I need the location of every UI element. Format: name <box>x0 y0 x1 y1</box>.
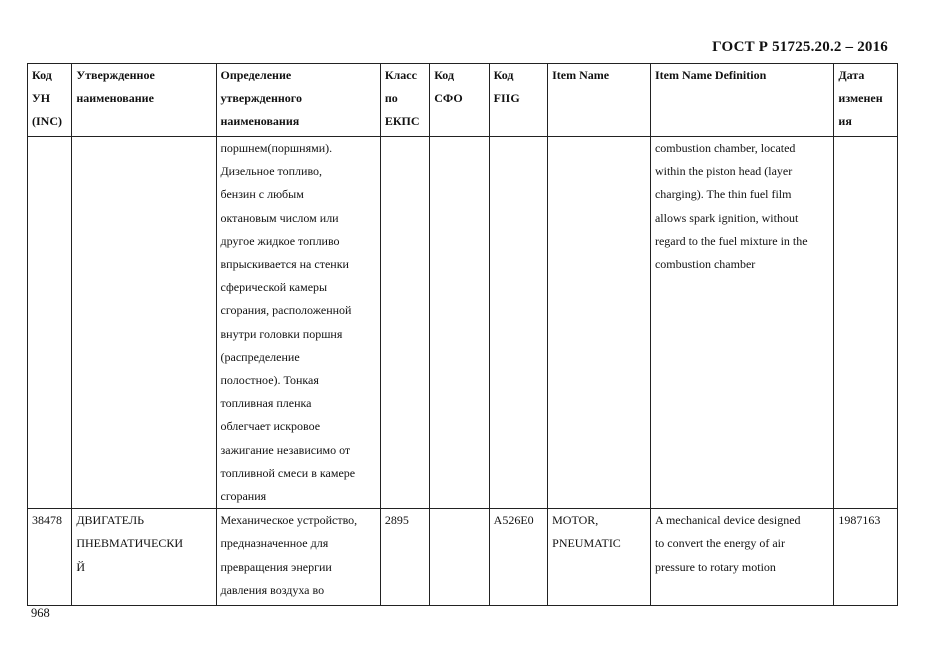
header-ekps-class: Класс по ЕКПС <box>380 64 429 137</box>
header-item-name-definition: Item Name Definition <box>650 64 833 137</box>
cell-item-name-definition: A mechanical device designed to convert the energy of air pressure to rotary motion <box>650 509 833 606</box>
table-row <box>28 509 898 606</box>
cell-ekps-class <box>380 137 429 509</box>
cell-sfo-code <box>430 137 489 509</box>
table-header-row <box>28 64 898 137</box>
cell-definition-ru: Механическое устройство, предназначенное для превращения энергии давления воздуха во <box>216 509 380 606</box>
cell-fiig-code: A526E0 <box>489 509 547 606</box>
cell-change-date: 1987163 <box>834 509 898 606</box>
header-definition: Определение утвержденного наименования <box>216 64 380 137</box>
table-row <box>28 137 898 509</box>
cell-inc-code: 38478 <box>28 509 72 606</box>
header-change-date: Дата изменен ия <box>834 64 898 137</box>
document-standard-title: ГОСТ Р 51725.20.2 – 2016 <box>712 39 888 55</box>
header-fiig-code: Код FIIG <box>489 64 547 137</box>
cell-change-date <box>834 137 898 509</box>
cell-sfo-code <box>430 509 489 606</box>
header-sfo-code: Код СФО <box>430 64 489 137</box>
cell-item-name: MOTOR, PNEUMATIC <box>548 509 651 606</box>
cell-fiig-code <box>489 137 547 509</box>
cell-ekps-class: 2895 <box>380 509 429 606</box>
cell-item-name <box>548 137 651 509</box>
header-inc-code: Код УН (INC) <box>28 64 72 137</box>
cell-definition-ru: поршнем(поршнями). Дизельное топливо, бензин с любым октановым числом или другое жидкое топливо впрыскивается на стенки сферической камеры сгорания, расположенной внутри головки поршня (распределение полостное). Тонкая топливная пленка облегчает искровое зажигание независимо от топливной смеси в камере сгорания <box>216 137 380 509</box>
cell-inc-code <box>28 137 72 509</box>
cell-approved-name: ДВИГАТЕЛЬ ПНЕВМАТИЧЕСКИ Й <box>72 509 216 606</box>
item-names-table <box>27 63 898 606</box>
cell-item-name-definition: combustion chamber, located within the piston head (layer charging). The thin fuel film allows spark ignition, without regard to the fuel mixture in the combustion chamber <box>650 137 833 509</box>
cell-approved-name <box>72 137 216 509</box>
page-number: 968 <box>31 606 50 620</box>
header-item-name: Item Name <box>548 64 651 137</box>
header-approved-name: Утвержденное наименование <box>72 64 216 137</box>
